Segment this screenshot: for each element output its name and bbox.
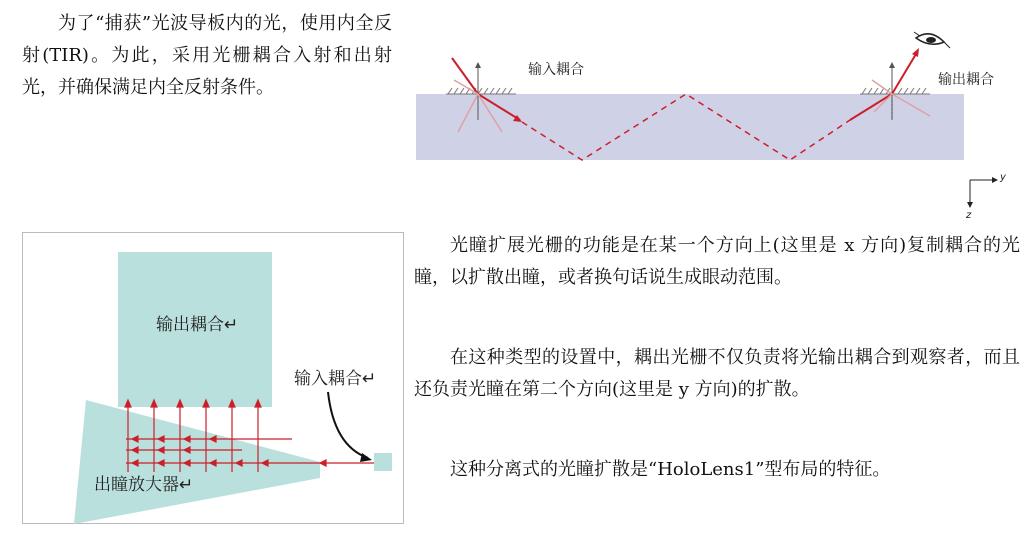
hololens-paragraph: 这种分离式的光瞳扩散是“HoloLens1”型布局的特征。 [450, 459, 891, 480]
input-coupling-label: 输入耦合↵ [294, 369, 377, 389]
input-grating [446, 88, 516, 94]
pupil-expander-label: 出瞳放大器↵ [94, 475, 194, 495]
setup-paragraph: 在这种类型的设置中，耦出光栅不仅负责将光输出耦合到观察者，而且还负责光瞳在第二个方向(这里是 y 方向)的扩散。 [414, 347, 1020, 400]
pupil-expansion-paragraph: 光瞳扩展光栅的功能是在某一个方向上(这里是 x 方向)复制耦合的光瞳，以扩散出瞳，或者换句话说生成眼动范围。 [414, 235, 1020, 288]
input-coupling-label: 输入耦合 [528, 62, 584, 78]
waveguide-diagram [410, 20, 1020, 225]
input-coupler [374, 453, 392, 471]
output-coupling-label: 输出耦合 [938, 72, 994, 88]
output-ray [892, 54, 916, 94]
layout-diagram [22, 232, 404, 524]
pupil-expander [74, 400, 320, 524]
axis-y-label: y [1000, 172, 1006, 183]
output-coupling-label: 输出耦合↵ [156, 315, 239, 335]
incident-ray [452, 58, 478, 94]
intro-paragraph: 为了“捕获”光波导板内的光，使用内全反射(TIR)。为此，采用光栅耦合入射和出射光，并确保满足内全反射条件。 [22, 13, 392, 98]
eye-icon [914, 32, 950, 48]
axis-indicator [965, 172, 1007, 221]
axis-z-label: z [966, 210, 972, 221]
input-pointer-arrow [328, 392, 368, 458]
